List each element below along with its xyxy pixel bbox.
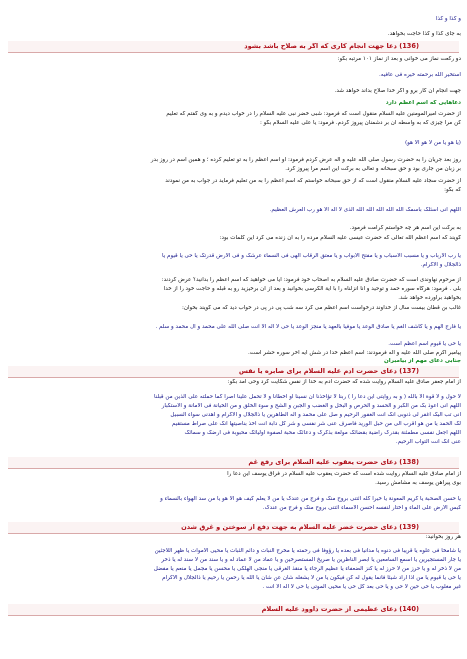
section-heading: (138) دعای حضرت یعقوب علیه السلام برای رفع غم [248, 459, 419, 466]
body-text-line: از حضرت سجاد علیه السلام منقول است که از حق سبحانه خواستم که اسم اعظم را به من تعلیم فرماید در جواب به من نمودند [165, 178, 461, 184]
prayer-text-line: عنی انک انت التواب الرحیم. [395, 439, 461, 445]
prayer-text-line: غیر مغلوب یا حی حین لا حی و یا حی بعد کل حی یا محیی الموتی یا حی لا اله الا انت . [262, 584, 461, 590]
body-text-line: به جای کذا و کذا حاجت بخواهد. [387, 31, 461, 37]
subheading: جنابی دعای مهم از بیامبران [384, 358, 461, 364]
body-text-line: که بگو: [444, 187, 461, 193]
prayer-text-line: لک الحمد یا من هو اقرب الی من حبل الورید فاصرف عنی شر نفسی و شر کل دابة انت آخذ بناصیتها انک علی صراط مستقیم [171, 421, 461, 427]
body-text-line: از حضرت امیرالمومنین علیه السلام منقول است که فرمود: شبی خضر نبی علیه السلام را در خواب دیدم و به وی گفتم که تعلیم [166, 111, 461, 117]
body-text-line: روز بعد جریان را به حضرت رسول صلی الله علیه و آله عرض کردم فرمود: او اسم اعظم را به تو تعلیم کرده ؛ و همین اسم در روز بدر [150, 157, 461, 163]
subheading: دعاهایی که اسم اعظم دارد [385, 100, 461, 106]
prayer-text-line: (یا هو یا من لا هو الا هو) [404, 140, 461, 146]
body-text-line: از مرحوم نهاوندی است که حضرت صادق علیه السلام به اصحاب خود فرمود: آیا می خواهید که اسم اعظم را بدانید؟ عرض کردند: [161, 277, 461, 283]
body-text-line: گویند که اسم اعظم الله تعالی که حضرت عیسی علیه السلام مرده را به آن زنده می کرد این کلمات بود: [219, 235, 461, 241]
prayer-text-line: استخیر الله برحمته خیره فی عافیه. [378, 72, 461, 78]
body-text-line: هر روز بخوانید: [425, 534, 461, 540]
body-text-line: از امام جعفر صادق علیه السلام روایت شده که حضرت آدم به خدا از نفس شکایت کرد وحی آمد بگو: [227, 379, 461, 385]
body-text-line: جهت انجام آن کار برو و اگر خدا صلاح بداند خواهد شد. [334, 88, 461, 94]
prayer-text-line: انی تب الیک اغفر لی ذنوبی انک انت الغفور الرحیم و صل علی محمد و آله الطاهرین یا ذالجلال و الاکرام و اهدنی سواء السبیل [170, 412, 461, 418]
prayer-text-line: لا حول و لا قوة الا بالله ( و به روایتی این دعا را ) ربنا لا تؤاخذنا ان نسینا او اخطانا و لا تحمل علینا اصرا کما حملته علی الذین من قبلنا [154, 394, 461, 400]
prayer-text-line: من لا ذخر له و یا حرز من لا حرز له یا کنز الضعفاء یا عظیم الرجاء یا منقذ الغرقی یا منجی الهلکی یا محسن یا مجمل یا منعم یا مفضل [153, 566, 461, 572]
body-text-line: بر زبان من جاری بود و حق سبحانه و تعالی به برکت این اسم مرا پیروز کرد. [285, 166, 461, 172]
body-text-line: بلی . فرمود: هرگاه سوره حمد و توحید و انا انزلناه را با آیة الکرسی بخوانید و بعد از آن برخیزید رو به قبله و حاجت خود را از خدا [163, 286, 461, 292]
prayer-text-line: اللهم انی اعوذ بک من الکبر و الحسد و الحرص و البخل و الغضب و الجبن و الشح و سوء الخلق و من الخیانة فی الامانة و الاستکبار [161, 403, 461, 409]
prayer-text-line: یا فارج الهم و یا کاشف الغم یا صادق الوعد یا موفیا بالعهد یا منجز الوعد یا حی لا اله الا انت صلی الله علی محمد و ال محمد و سلم . [155, 324, 461, 330]
prayer-text-line: یا حی یا قیوم یا من اذا اراد شیئا فانما یقول له کن فیکون یا من لا یشغله شان عن شان یا الله یا رحمن یا رحیم یا ذالجلال و الاکرام [162, 575, 461, 581]
body-text-line: بوی پیراهن یوسف به مشامش رسید. [375, 480, 461, 486]
body-text-line: پیامبر اکرم صلی الله علیه و آله فرمودند: اسم اعظم خدا در شش آیه آخر سوره حشر است. [247, 350, 461, 356]
prayer-text-line: اللهم انی اسئلک باسمک الله الله الله الله الله الذی لا اله الا هو رب العرش العظیم. [269, 207, 461, 213]
body-text-line: بخواهید برآورده خواهد شد. [398, 295, 461, 301]
prayer-text-line: یا شامخا فی علوه یا قریبا فی دنوه یا مدانیا فی بعده یا رؤوفا فی رحمته یا مخرج النبات و دائم الثبات یا محیی الاموات یا ظهر اللاجئین [154, 548, 461, 554]
body-text-line: دو رکعت نماز می خوانی و بعد از نماز ۱۰۱ مرتبه بگو: [337, 56, 461, 62]
body-text-line: کن مرا چیزی که به واسطه آن بر دشمنان پیروز گردم. فرمود: یا علی علیه السلام بگو : [259, 120, 461, 126]
prayer-text-line: اللهم اجعل نفسی مطمئنة بقدرک راضیة بقضائک مولعة بذکرک و دعائک محبة لصفوة اولیائک محبوبة فی ارضک و سمائک [184, 430, 461, 436]
section-heading: (136) دعا جهت انجام کاری که اگر به صلاح باشد بشود [244, 43, 419, 50]
body-text-line: غالب بن قطان بیست سال از خداوند درخواست اسم اعظم می کرد سه شب پی در پی در خواب دید که می گویند بخوان: [181, 305, 461, 311]
prayer-text-line: یا حسن الصحبة یا کریم المعونة یا خیرا کله ائتنی بروح منک و فرج من عندک یا من لا یعلم کیف هو الا هو یا من سد الهواء بالسماء و [160, 496, 461, 502]
prayer-text-line: و کذا و کذا [435, 16, 461, 22]
prayer-text-line: ذالجلال و الاکرام. [420, 262, 461, 268]
section-heading: (140) دعای عظیمی از حضرت داوود علیه السلام [261, 606, 419, 613]
section-heading: (137) دعای حضرت آدم علیه السلام برای صابره یا نفس [238, 368, 419, 375]
prayer-text-line: یا جار المستجیرین یا اسمع السامعین یا ابصر الناظرین یا صریخ المستصرخین و یا عماد من لا عماد له و یا سند من لا سند له یا ذخر [161, 557, 461, 563]
prayer-text-line: کبس الارض علی الماء و اختار لنفسه احسن الاسماء ائتنی بروح منک و فرج من عندک. [262, 505, 461, 511]
prayer-text-line: یا رب الارباب و یا مسبب الاسباب و یا مفتح الابواب و یا معتق الرقاب الهی فی السماء عرشک و فی الارض قدرتک یا حی یا قیوم یا [161, 253, 461, 259]
body-text-line: از امام صادق علیه السلام روایت شده است که حضرت یعقوب علیه السلام در فراق یوسف این دعا را [227, 471, 461, 477]
body-text-line: به برکت این اسم هر چه خواستم کرامت فرمود. [349, 225, 461, 231]
prayer-text-line: یا حی یا قیوم اسم اعظم است. [388, 341, 461, 347]
section-heading: (139) دعای حضرت خضر علیه السلام به جهت دفع از سوختن و غرق شدن [181, 524, 419, 531]
